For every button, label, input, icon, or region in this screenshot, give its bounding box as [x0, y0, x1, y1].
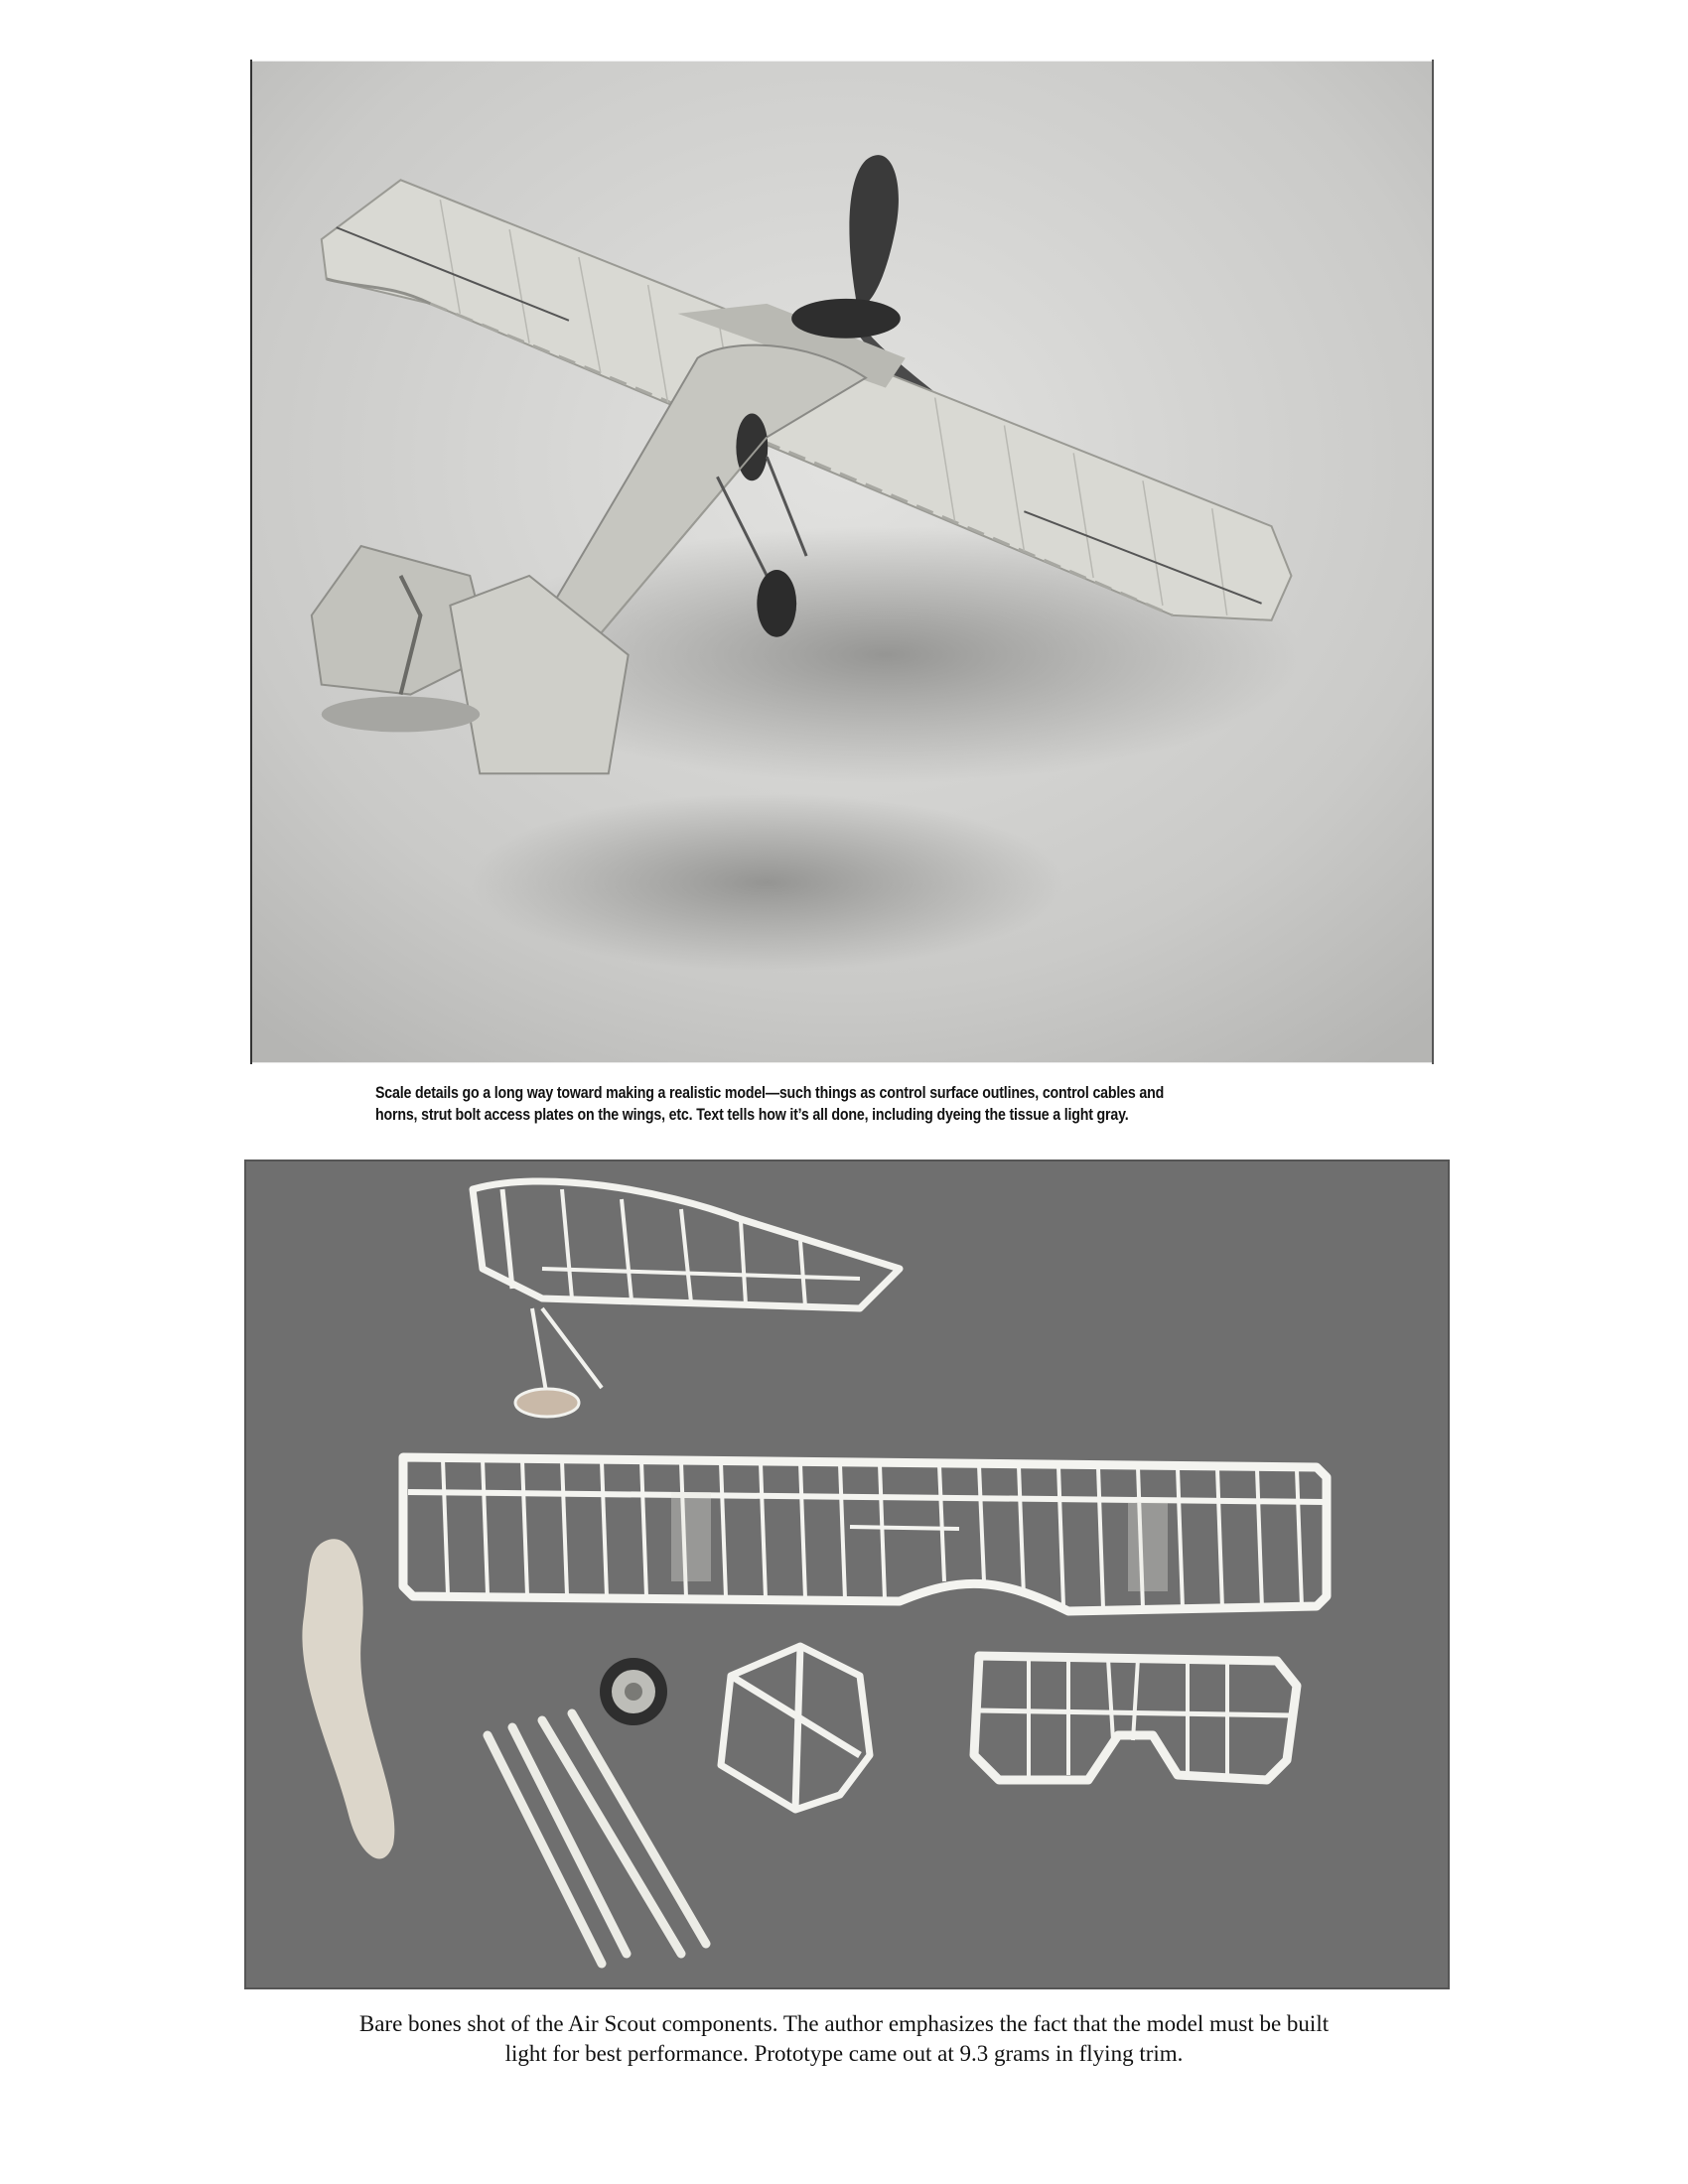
photo-caption	[238, 2009, 1450, 2069]
model-parts-framework-photo	[244, 1160, 1450, 1989]
model-airplane-illustration	[252, 60, 1432, 1064]
caption-line: Scale details go a long way toward making a realistic model—such things as control surface outlines, control cables and	[375, 1084, 1165, 1102]
caption-line: light for best performance. Prototype came out at 9.3 grams in flying trim.	[504, 2041, 1184, 2066]
caption-line: horns, strut bolt access plates on the wings, etc. Text tells how it’s all done, including dyeing the tissue a light gray.	[375, 1106, 1129, 1124]
photo-caption	[375, 1082, 1196, 1126]
radial-engine-icon	[600, 1658, 667, 1725]
model-airplane-photo	[250, 60, 1434, 1064]
model-parts-illustration	[244, 1160, 1450, 1989]
wheel-icon	[515, 1389, 579, 1417]
caption-line: Bare bones shot of the Air Scout components. The author emphasizes the fact that the model must be built	[358, 2011, 1330, 2036]
